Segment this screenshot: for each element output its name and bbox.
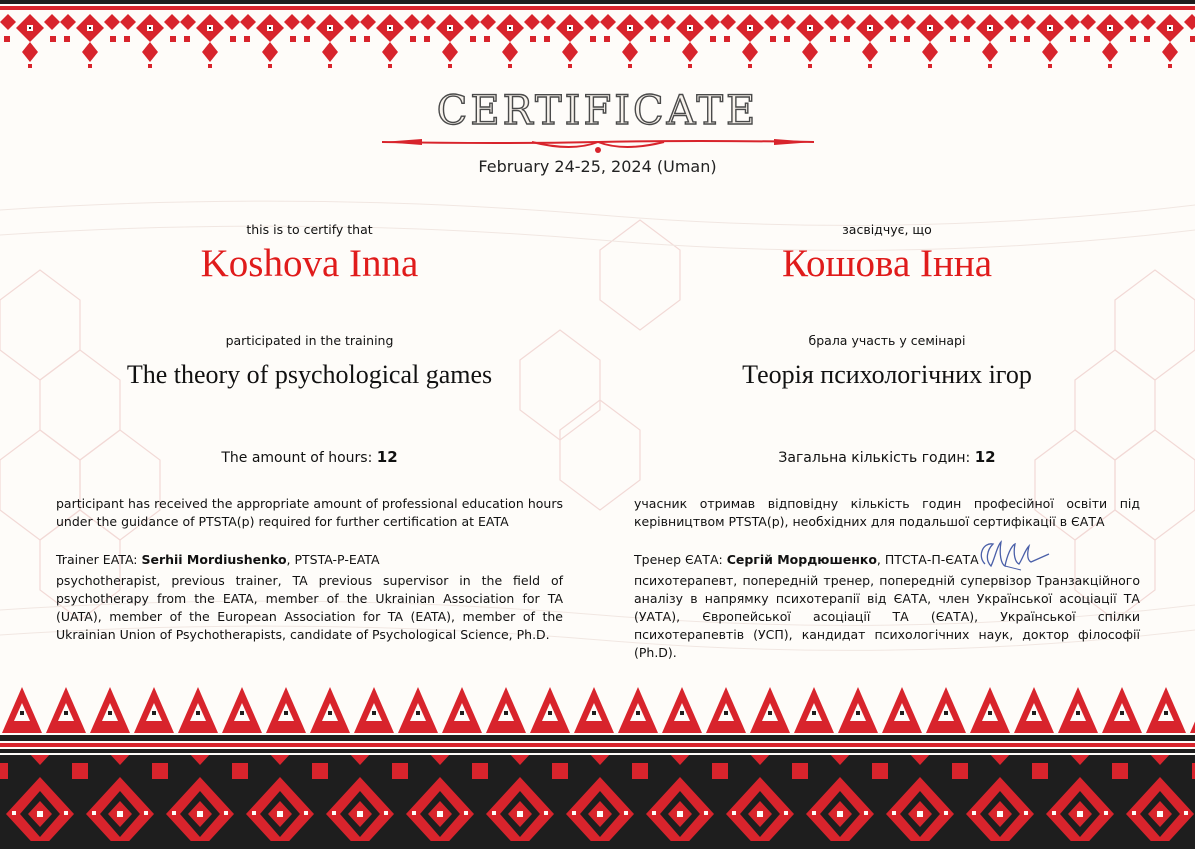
hours-label: Загальна кількість годин: xyxy=(778,450,971,466)
certify-text: this is to certify that xyxy=(246,222,373,237)
participated-text: брала участь у семінарі xyxy=(808,333,966,348)
top-embroidery-border xyxy=(0,0,1195,72)
trainer-bio: психотерапевт, попередній тренер, попередній супервізор Транзакційного аналізу в напрямку психотерапії від ЄАТА, член Української асоціації ТА (УАТА), Європейської асоціації ТА (ЄАТА), Української спілки психотерапевтів (УСП), кандидат психологічних наук, доктор філософії (Ph.D). xyxy=(634,573,1140,660)
hours-label: The amount of hours: xyxy=(221,450,373,466)
training-title: The theory of psychological games xyxy=(126,360,493,389)
trainer-label: Тренер ЄАТА: xyxy=(634,552,723,567)
title-ornament xyxy=(382,134,814,156)
trainer-line xyxy=(634,551,1140,569)
training-title: Теорія психологічних ігор xyxy=(742,360,1032,389)
participated-text: participated in the training xyxy=(225,333,394,348)
hours-line xyxy=(634,448,1140,466)
bottom-embroidery-border xyxy=(0,685,1195,849)
trainer-title: , ПТСТА-П-ЄАТА xyxy=(876,552,979,567)
trainer-name: Serhii Mordiushenko xyxy=(141,552,287,567)
trainer-line xyxy=(56,551,563,569)
trainer-name: Сергій Мордюшенко xyxy=(726,552,877,567)
participant-name: Koshova Inna xyxy=(200,242,419,285)
hours-value: 12 xyxy=(974,448,996,466)
certify-text: засвідчує, що xyxy=(842,222,932,237)
trainer-title: , PTSTA-P-EATA xyxy=(286,552,380,567)
statement-text: participant has received the appropriate amount of professional education hours under the guidance of PTSTA(p) required for further certification at EATA xyxy=(56,496,563,529)
certificate-date: February 24-25, 2024 (Uman) xyxy=(478,157,717,176)
hours-line xyxy=(56,448,563,466)
hours-value: 12 xyxy=(376,448,398,466)
certificate-title: CERTIFICATE xyxy=(436,88,759,134)
trainer-label: Trainer EATA: xyxy=(56,552,138,567)
participant-name: Кошова Інна xyxy=(781,242,993,285)
statement-text: учасник отримав відповідну кількість годин професійної освіти під керівництвом PTSTA(р), необхідних для подальшої сертифікації в ЄАТА xyxy=(634,496,1140,529)
trainer-bio: psychotherapist, previous trainer, TA previous supervisor in the field of psychotherapy from the EATA, member of the Ukrainian Association for TA (UATA), member of the European Association for TA (EATA), member of the Ukrainian Union of Psychotherapists, candidate of Psychological Science, Ph.D. xyxy=(56,573,563,642)
trainer-signature xyxy=(975,536,1051,576)
